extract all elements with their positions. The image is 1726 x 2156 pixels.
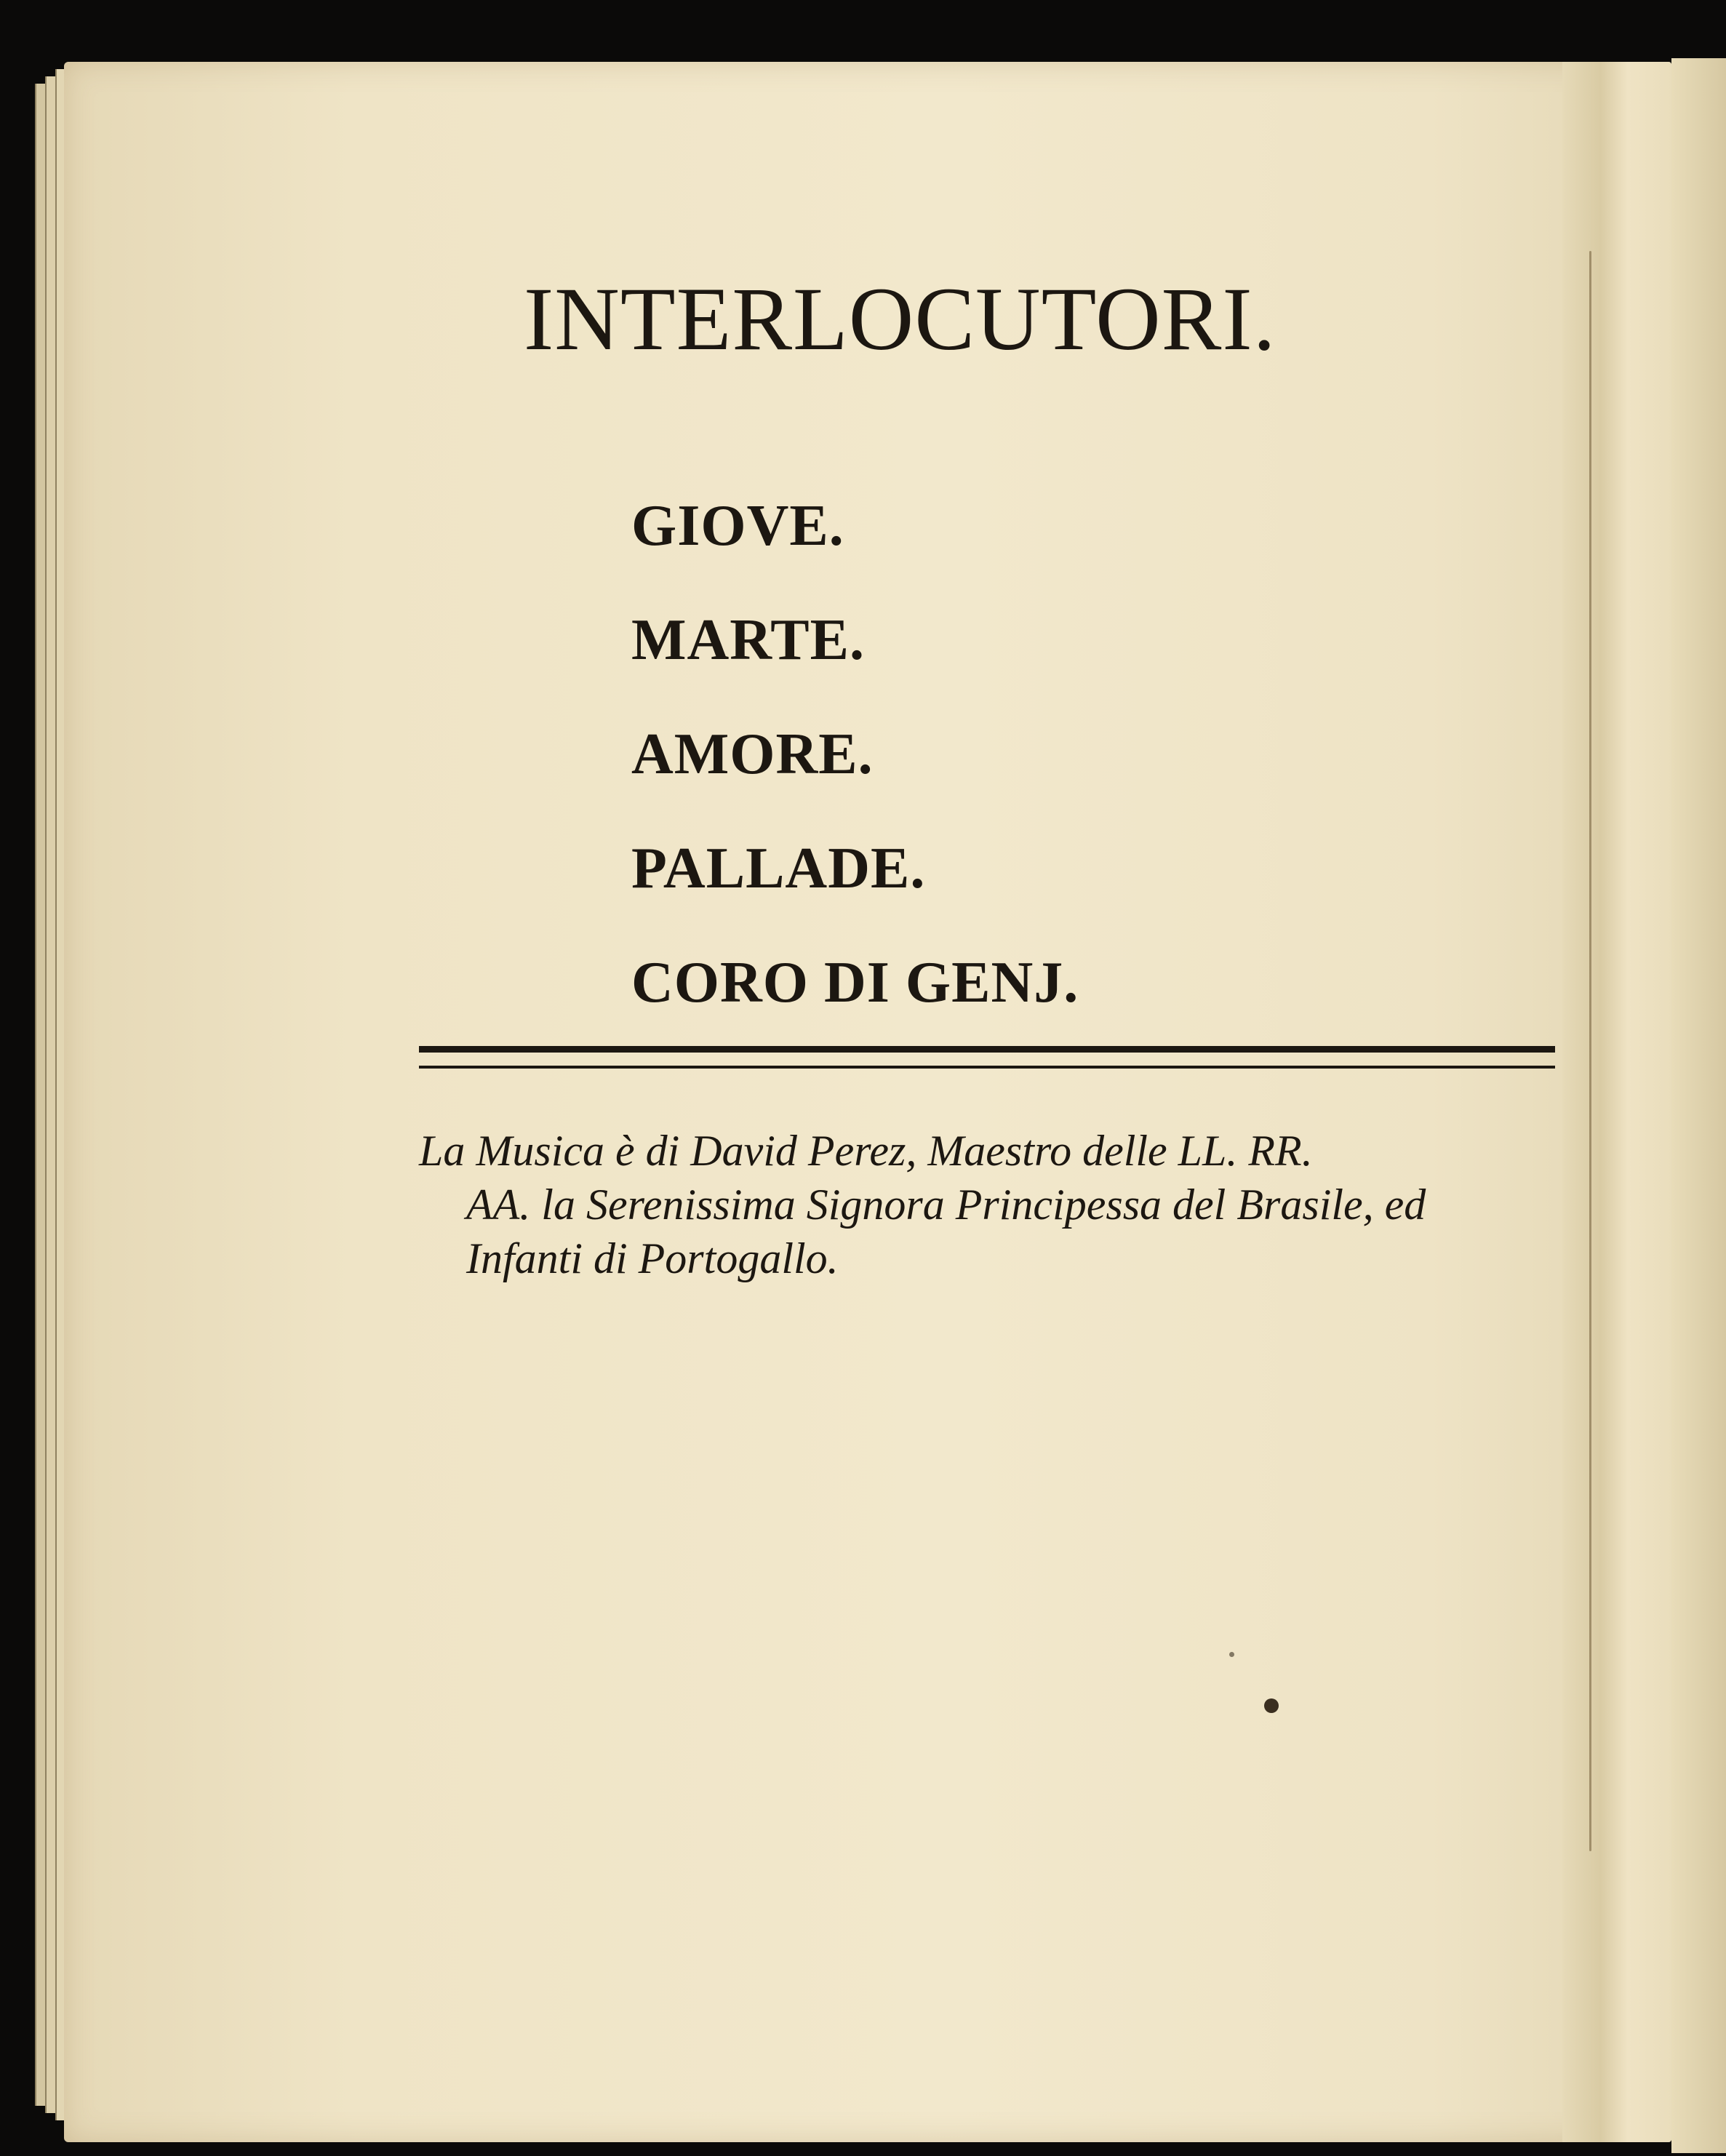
page-content [64,62,1671,2142]
character-giove: GIOVE. [631,494,844,558]
facing-page-edge [1671,58,1726,2153]
music-credit [419,1124,1568,1285]
character-coro: CORO DI GENJ. [631,951,1079,1015]
divider-rule-thick [419,1046,1555,1053]
page-title: INTERLOCUTORI. [524,269,1276,370]
music-credit-line-1: La Musica è di David Perez, Maestro delle LL. RR. [419,1127,1313,1175]
character-amore: AMORE. [631,722,874,786]
character-marte: MARTE. [631,608,865,672]
divider-rule-thin [419,1066,1555,1069]
music-credit-line-3: Infanti di Portogallo. [466,1234,839,1282]
music-credit-line-2: AA. la Serenissima Signora Principessa del Brasile, ed [466,1181,1426,1229]
foxing-spot [1229,1652,1234,1657]
book-page [64,62,1671,2142]
foxing-spot [1264,1698,1279,1713]
character-list [631,469,1079,1040]
character-pallade: PALLADE. [631,837,926,901]
